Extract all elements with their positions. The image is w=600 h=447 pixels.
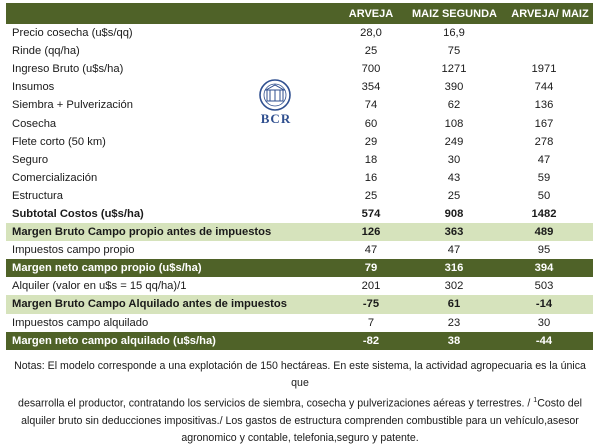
cell-maiz: 47: [447, 244, 461, 257]
cell-arveja: 574: [361, 207, 381, 220]
notes-line-4: agronomico y contable, telefonia,seguro y patente.: [181, 431, 419, 444]
cell-maiz: 249: [444, 135, 464, 148]
cell-maiz: 316: [444, 262, 464, 275]
cell-maiz: 62: [447, 99, 461, 112]
cell-arveja-maiz: 167: [534, 117, 554, 130]
cell-arveja-maiz: 47: [537, 153, 551, 166]
cell-maiz: 61: [447, 298, 461, 311]
cell-arveja: -82: [362, 334, 380, 347]
notes: [6, 358, 594, 447]
cell-maiz: 16,9: [443, 27, 465, 40]
net-margin-row: [6, 259, 593, 277]
cell-arveja-maiz: 394: [534, 262, 554, 275]
notes-line-2a: desarrolla el productor, contratando los servicios de siembra, cosecha y pulverizaciones aéreas y terrestres. /: [18, 397, 531, 410]
cost-table: [6, 3, 593, 350]
cell-maiz: 25: [447, 189, 461, 202]
row-label: Insumos: [12, 81, 55, 94]
cell-arveja-maiz: 30: [537, 316, 551, 329]
cell-arveja: 47: [364, 244, 378, 257]
cell-maiz: 1271: [441, 63, 467, 76]
notes-line-1: Notas: El modelo corresponde a una explotación de 150 hectáreas. En este sistema, la actividad agropecuaria es la única que: [14, 360, 586, 389]
cell-arveja: 16: [364, 171, 378, 184]
net-margin-row: [6, 332, 593, 350]
cell-arveja: 28,0: [360, 27, 382, 40]
cell-arveja: 60: [364, 117, 378, 130]
cell-maiz: 23: [447, 316, 461, 329]
row-label: Seguro: [12, 153, 49, 166]
row-label: Margen neto campo propio (u$s/ha): [12, 262, 202, 275]
cell-arveja-maiz: 59: [537, 171, 551, 184]
cell-arveja: -75: [362, 298, 380, 311]
cell-arveja-maiz: 136: [534, 99, 554, 112]
row-label: Rinde (qq/ha): [12, 45, 80, 58]
cell-arveja-maiz: 1482: [531, 207, 557, 220]
row-label: Flete corto (50 km): [12, 135, 106, 148]
row-label: Subtotal Costos (u$s/ha): [12, 207, 144, 220]
subtotal-row: [6, 205, 593, 223]
table-row: [6, 24, 593, 42]
header-arveja: ARVEJA: [348, 7, 394, 20]
row-label: Precio cosecha (u$s/qq): [12, 27, 133, 40]
cell-arveja-maiz: -44: [535, 334, 553, 347]
cell-arveja-maiz: 95: [537, 244, 551, 257]
cell-arveja: 354: [361, 81, 381, 94]
cell-arveja: 201: [361, 280, 381, 293]
notes-line-2: [6, 392, 594, 413]
cell-arveja-maiz: 744: [534, 81, 554, 94]
row-label: Margen neto campo alquilado (u$s/ha): [12, 334, 216, 347]
header-arveja-maiz: ARVEJA/ MAIZ: [511, 7, 589, 20]
table-row: [6, 169, 593, 187]
cell-arveja: 18: [364, 153, 378, 166]
row-label: Impuestos campo propio: [12, 244, 135, 257]
cell-arveja-maiz: 489: [534, 226, 554, 239]
row-label: Margen Bruto Campo Alquilado antes de impuestos: [12, 298, 287, 311]
footnote-mark: 1: [533, 397, 538, 404]
cell-arveja: 700: [361, 63, 381, 76]
margin-row: [6, 223, 593, 241]
row-label: Estructura: [12, 189, 63, 202]
table-row: [6, 187, 593, 205]
cell-maiz: 38: [447, 334, 461, 347]
table-row: [6, 314, 593, 332]
table-row: [6, 277, 593, 295]
table-row: [6, 60, 593, 78]
cell-arveja: 126: [361, 226, 381, 239]
bcr-logo-icon: [248, 78, 302, 138]
cell-arveja-maiz: 503: [534, 280, 554, 293]
row-label: Impuestos campo alquilado: [12, 316, 149, 329]
cell-arveja: 29: [364, 135, 378, 148]
cell-arveja: 79: [364, 262, 378, 275]
cell-arveja: 25: [364, 189, 378, 202]
table-row: [6, 151, 593, 169]
cell-arveja: 74: [364, 99, 378, 112]
cell-maiz: 75: [447, 45, 461, 58]
cell-arveja: 7: [367, 316, 375, 329]
row-label: Alquiler (valor en u$s = 15 qq/ha)/1: [12, 280, 187, 293]
cell-maiz: 908: [444, 207, 464, 220]
cell-maiz: 302: [444, 280, 464, 293]
cell-maiz: 390: [444, 81, 464, 94]
table-header: [6, 3, 593, 24]
row-label: Margen Bruto Campo propio antes de impuestos: [12, 226, 272, 239]
margin-row: [6, 295, 593, 313]
cell-arveja-maiz: -14: [535, 298, 553, 311]
bcr-logo-text: BCR: [260, 111, 292, 126]
cell-maiz: 43: [447, 171, 461, 184]
row-label: Siembra + Pulverización: [12, 99, 133, 112]
cell-maiz: 108: [444, 117, 464, 130]
table-row: [6, 241, 593, 259]
cell-arveja: 25: [364, 45, 378, 58]
table-row: [6, 42, 593, 60]
cell-maiz: 30: [447, 153, 461, 166]
row-label: Cosecha: [12, 117, 57, 130]
cell-arveja-maiz: 278: [534, 135, 554, 148]
header-maiz-segunda: MAIZ SEGUNDA: [412, 7, 497, 20]
cell-arveja-maiz: 1971: [531, 63, 557, 76]
row-label: Ingreso Bruto (u$s/ha): [12, 63, 124, 76]
row-label: Comercialización: [12, 171, 98, 184]
cell-arveja-maiz: 50: [537, 189, 551, 202]
notes-line-3: alquiler bruto sin deducciones impositivas./ Los gastos de estructura comprenden combustible para un vehículo,asesor: [21, 414, 579, 427]
notes-line-2b: Costo del: [537, 397, 582, 410]
cell-maiz: 363: [444, 226, 464, 239]
